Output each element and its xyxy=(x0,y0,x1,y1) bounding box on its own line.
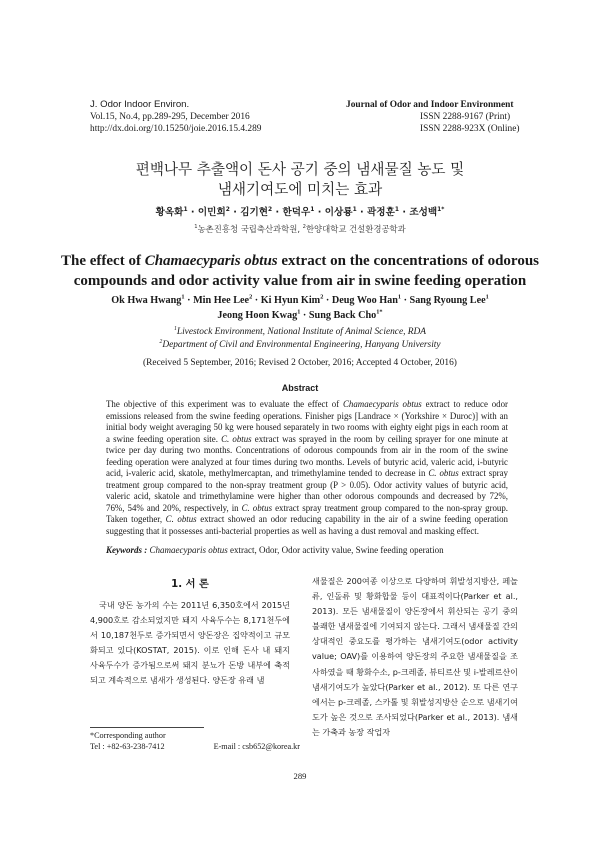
issn-print: ISSN 2288-9167 (Print) xyxy=(420,112,511,123)
body-column-left xyxy=(90,598,290,689)
english-authors-line-2: Jeong Hoon Kwag$^1$ · Sung Back Cho$^{1*}$ xyxy=(217,308,383,321)
affiliation-1: $^1$Livestock Environment, National Institute of Animal Science, RDA xyxy=(173,325,427,337)
english-author: Deug Woo Han$^1$ xyxy=(331,293,402,306)
keywords-label: Keywords : xyxy=(106,545,148,555)
korean-author: 이상룡$^1$ xyxy=(324,205,357,218)
footnote-divider xyxy=(90,727,204,728)
abstract-body: The objective of this experiment was to evaluate the effect of Chamaecyparis obtus extract to reduce odor emissions released from the swine feeding operations. Finisher pigs [Landrace × (Yorkshire × Duroc)] with an initial body weight averaging 50 kg were housed separately in two rooms with eighty eight pigs in each room at a swine feeding operation site. C. obtus extract was sprayed in the room by ceiling sprayer for one minute at twice per day during two months. Concentrations of odorous compounds from air in the room of the swine feeding operation were analyzed at four times during two months. Levels of butyric acid, valeric acid, i-butyric acid, i-valeric acid, skatole, methylmercaptan, and trimethylamine tended to decrease in C. obtus extract spray treatment group compared to the non-spray treatment group (P > 0.05). Odor activity values of butyric acid, valeric acid, skatole and trimethylamine were higher than other odorous compounds and decreased by 72%, 76%, 54% and 20%, respectively, in C. obtus extract spray treatment group compared to the non-spray group. Taken together, C. obtus extract showed an odor reducing capability in the air of a swine feeding operation suggesting that it possesses anti-bacterial properties as well as having a dust removal and masking effect. xyxy=(106,399,509,536)
footnote-label: *Corresponding author xyxy=(90,731,166,740)
korean-affiliations: $^1$농촌진흥청 국립축산과학원, $^2$한양대학교 건설환경공학과 xyxy=(194,224,406,234)
korean-author-list: 황옥화$^1$ · 이민희$^2$ · 김기현$^2$ · 한덕우$^1$ · 이상룡$^1$ · 곽정훈$^1$ · 조성백$^{1*}$ xyxy=(155,205,445,218)
footnote-email[interactable]: E-mail : csb652@korea.kr xyxy=(213,741,300,751)
korean-author: 황옥화$^1$ xyxy=(155,205,188,218)
page-number: 289 xyxy=(293,771,307,781)
corresponding-author-footnote xyxy=(90,731,300,752)
english-author: Jeong Hoon Kwag$^1$ xyxy=(217,308,301,321)
affiliation-2: $^2$Department of Civil and Environmental Engineering, Hanyang University xyxy=(159,338,441,350)
english-author: Min Hee Lee$^2$ xyxy=(193,293,253,306)
korean-title-line-2: 냄새기여도에 미치는 효과 xyxy=(217,181,383,198)
english-author: Sang Ryoung Lee$^1$ xyxy=(409,293,489,306)
english-author: Sung Back Cho$^{1*}$ xyxy=(308,308,383,321)
journal-short-name: J. Odor Indoor Environ. xyxy=(90,99,190,110)
english-author-list xyxy=(40,293,560,323)
english-author: Ki Hyun Kim$^2$ xyxy=(260,293,324,306)
abstract-heading: Abstract xyxy=(281,383,319,393)
korean-author: 김기현$^2$ xyxy=(240,205,273,218)
korean-title-line-1: 편백나무 추출액이 돈사 공기 중의 냄새물질 농도 및 xyxy=(135,161,465,178)
english-author: Ok Hwa Hwang$^1$ xyxy=(111,293,185,306)
body-paragraph: 국내 양돈 농가의 수는 2011년 6,350호에서 2015년 4,900호로 감소되었지만 돼지 사육두수는 8,171천두에서 10,187천두로 증가되면서 양돈장은 집약적이고 규모화되고 있다(KOSTAT, 2015). 이로 인해 돈사 내 돼지 사육두수가 증가됨으로써 돼지 분뇨가 돈방 내부에 축적되고 계속적으로 냄새가 생성된다. 양돈장 유래 냄 xyxy=(90,600,290,686)
korean-author: 조성백$^{1*}$ xyxy=(409,205,445,218)
korean-author: 이민희$^2$ xyxy=(197,205,230,218)
english-title: The effect of Chamaecyparis obtus extract on the concentrations of odorous compounds and odor activity value from air in swine feeding operation xyxy=(60,253,539,289)
header-left xyxy=(90,99,261,136)
volume-info: Vol.15, No.4, pp.289-295, December 2016 xyxy=(90,112,250,123)
section-heading-introduction: 1. 서 론 xyxy=(171,579,209,590)
doi-link[interactable]: http://dx.doi.org/10.15250/joie.2016.15.4.289 xyxy=(90,124,262,135)
received-dates: (Received 5 September, 2016; Revised 2 October, 2016; Accepted 4 October, 2016) xyxy=(143,358,457,368)
english-authors-line-1: Ok Hwa Hwang$^1$ · Min Hee Lee$^2$ · Ki Hyun Kim$^2$ · Deug Woo Han$^1$ · Sang Ryoung Lee$^1$ xyxy=(111,293,489,306)
keywords: Keywords : Chamaecyparis obtus extract, Odor, Odor activity value, Swine feeding operation xyxy=(106,545,444,555)
korean-author: 곽정훈$^1$ xyxy=(367,205,399,218)
issn-online: ISSN 2288-923X (Online) xyxy=(420,124,520,135)
footnote-tel: Tel : +82-63-238-7412 xyxy=(90,741,165,751)
header-right xyxy=(346,99,518,136)
body-paragraph: 새물질은 200여종 이상으로 다양하며 휘발성지방산, 페놀류, 인돌류 및 황화합물 등이 대표적이다(Parker et al., 2013). 모든 냄새물질이 양돈장에서 휘산되는 공기 중의 불쾌한 냄새물질에 기여되지 않는다. 그래서 냄새물질 간의 상대적인 중요도를 평가하는 냄새기여도(odor activity value; OAV)를 이용하여 양돈장의 주요한 냄새물질을 조사하였을 때 황화수소, p-크레졸, 뷰티르산 및 i-발레르산이 냄새기여도가 높았다(Parker et al., 2012). 또 다른 연구에서는 p-크레졸, 스카톨 및 휘발성지방산 순으로 냄새기여도가 높은 것으로 조사되었다(Parker et al., 2013). 냄새는 가축과 농장 작업자 xyxy=(312,576,518,737)
korean-author: 한덕우$^1$ xyxy=(282,205,315,218)
journal-full-name: Journal of Odor and Indoor Environment xyxy=(346,100,514,110)
korean-title xyxy=(0,160,600,200)
english-affiliations xyxy=(0,326,600,352)
body-column-right xyxy=(312,574,518,740)
